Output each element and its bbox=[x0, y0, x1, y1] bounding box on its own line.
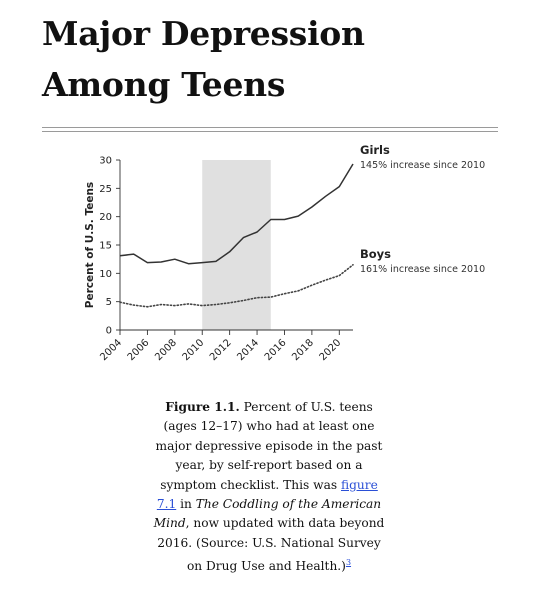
x-tick-label-2018: 2018 bbox=[290, 337, 317, 364]
book-title: The Coddling of the American Mind bbox=[153, 497, 382, 531]
x-tick-label-2010: 2010 bbox=[180, 337, 207, 364]
caption-text-1: Percent of U.S. teens (ages 12–17) who had at least one major depressive episode in the past year, by self-report based on a symptom checklist. This was bbox=[155, 400, 383, 492]
x-tick-label-2016: 2016 bbox=[262, 337, 289, 364]
y-tick-label-0: 0 bbox=[105, 325, 112, 337]
y-axis-label: Percent of U.S. Teens bbox=[84, 181, 96, 309]
legend-girls-note: 145% increase since 2010 bbox=[360, 160, 486, 171]
y-tick-label-30: 30 bbox=[99, 155, 112, 167]
legend-girls-label: Girls bbox=[360, 143, 390, 157]
y-tick-label-20: 20 bbox=[99, 212, 112, 224]
legend-boys-label: Boys bbox=[360, 247, 392, 261]
figure-label: Figure 1.1. bbox=[165, 400, 240, 414]
x-tick-label-2012: 2012 bbox=[207, 337, 234, 364]
x-tick-label-2004: 2004 bbox=[98, 337, 125, 364]
y-tick-label-10: 10 bbox=[99, 268, 112, 280]
page-title-line-1: Major Depression bbox=[42, 14, 365, 53]
figure-caption bbox=[150, 398, 388, 577]
figure-7-1-link[interactable]: figure 7.1 bbox=[156, 477, 378, 512]
footnote-link[interactable]: 3 bbox=[345, 558, 352, 568]
legend-boys-note: 161% increase since 2010 bbox=[360, 264, 486, 275]
x-tick-label-2008: 2008 bbox=[153, 337, 179, 364]
x-tick-label-2014: 2014 bbox=[235, 337, 262, 364]
page-title-line-2: Among Teens bbox=[42, 65, 286, 104]
x-tick-label-2006: 2006 bbox=[125, 337, 152, 364]
y-tick-label-15: 15 bbox=[99, 240, 112, 252]
y-tick-label-25: 25 bbox=[99, 183, 112, 195]
x-tick-label-2020: 2020 bbox=[317, 337, 344, 364]
caption-text-2: in bbox=[176, 497, 196, 512]
y-tick-label-5: 5 bbox=[105, 297, 112, 309]
caption-text-3: , now updated with data beyond 2016. (Source: U.S. National Survey on Drug Use and Health.) bbox=[157, 516, 385, 574]
